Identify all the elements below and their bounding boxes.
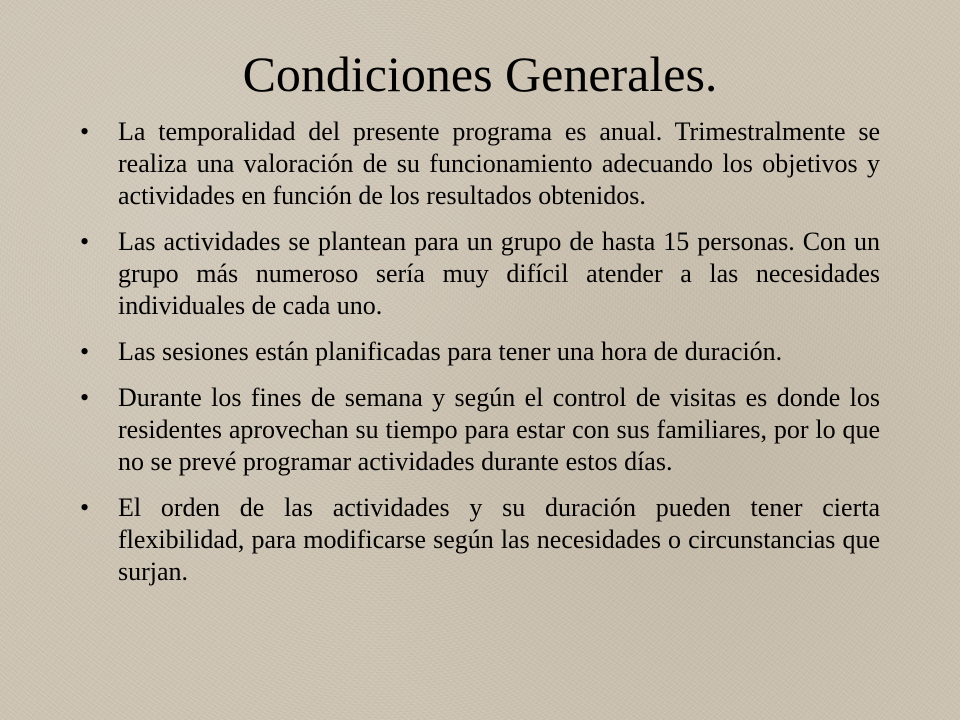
bullet-icon: • bbox=[80, 383, 90, 412]
bullet-text: Las sesiones están planificadas para tener una hora de duración. bbox=[118, 337, 783, 366]
bullet-item-fines-de-semana bbox=[80, 382, 880, 478]
bullet-icon: • bbox=[80, 337, 90, 366]
bullet-list bbox=[80, 116, 880, 602]
bullet-item-orden bbox=[80, 492, 880, 588]
bullet-icon: • bbox=[80, 227, 90, 256]
bullet-icon: • bbox=[80, 117, 90, 146]
bullet-text: La temporalidad del presente programa es anual. Trimestralmente se realiza una valoración de su funcionamiento adecuando los objetivos y actividades en función de los resultados obtenidos. bbox=[118, 117, 880, 210]
bullet-text: El orden de las actividades y su duración pueden tener cierta flexibilidad, para modificarse según las necesidades o circunstancias que surjan. bbox=[118, 493, 880, 586]
bullet-text: Las actividades se plantean para un grupo de hasta 15 personas. Con un grupo más numeroso sería muy difícil atender a las necesidades individuales de cada uno. bbox=[118, 227, 880, 320]
slide-title: Condiciones Generales. bbox=[242, 46, 718, 102]
bullet-icon: • bbox=[80, 493, 90, 522]
bullet-item-temporalidad bbox=[80, 116, 880, 212]
bullet-text: Durante los fines de semana y según el control de visitas es donde los residentes aprovechan su tiempo para estar con sus familiares, por lo que no se prevé programar actividades durante estos días. bbox=[118, 383, 880, 476]
bullet-item-grupo bbox=[80, 226, 880, 322]
bullet-item-sesiones bbox=[80, 336, 880, 368]
